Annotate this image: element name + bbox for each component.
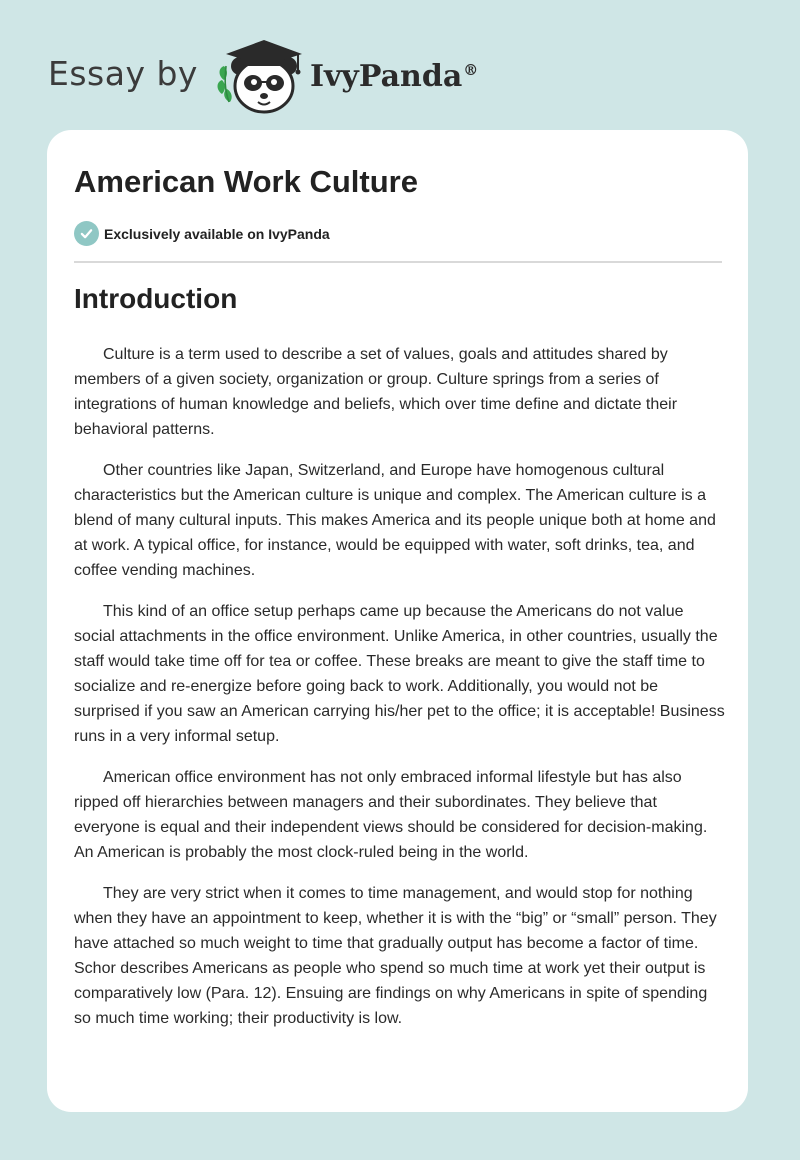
- paragraph: Other countries like Japan, Switzerland, and Europe have homogenous cultural characteristics but the American culture is unique and complex. The American culture is a blend of many cultural inputs. This makes America and its people unique both at home and at work. A typical office, for instance, would be equipped with water, soft drinks, tea, and coffee vending machines.: [74, 462, 716, 579]
- paragraph: This kind of an office setup perhaps came up because the Americans do not value social attachments in the office environment. Unlike America, in other countries, usually the staff would take time off for tea or coffee. These breaks are meant to give the staff time to socialize and re-energize before going back to work. Additionally, you would not be surprised if you saw an American carrying his/her pet to the office; it is acceptable! Business runs in a very informal setup.: [74, 603, 725, 745]
- divider: [74, 261, 722, 263]
- section-heading: Introduction: [74, 283, 238, 314]
- paragraph: American office environment has not only embraced informal lifestyle but has also ripped off hierarchies between managers and their subordinates. They believe that everyone is equal and their independent views should be considered for decision-making. An American is probably the most clock-ruled being in the world.: [74, 769, 708, 861]
- essay-card: [47, 130, 748, 1112]
- page-title: American Work Culture: [74, 164, 418, 199]
- paragraph: Culture is a term used to describe a set of values, goals and attitudes shared by members of a given society, organization or group. Culture springs from a series of integrations of human knowledge and beliefs, which over time define and dictate their behavioral patterns.: [74, 346, 678, 438]
- registered-mark: ®: [463, 60, 479, 79]
- essay-body: [74, 342, 726, 1047]
- brand-prefix: Essay by: [48, 53, 198, 93]
- paragraph: They are very strict when it comes to time management, and would stop for nothing when they have an appointment to keep, whether it is with the “big” or “small” person. They have attached so much weight to time that gradually output has become a factor of time. Schor describes Americans as people who spend so much time at work yet their output is comparatively low (Para. 12). Ensuing are findings on why Americans in spite of spending so much time working; their productivity is low.: [74, 885, 717, 1027]
- exclusive-label: Exclusively available on IvyPanda: [104, 225, 330, 242]
- exclusive-badge: [74, 221, 330, 246]
- panda-graduation-cap-icon: [214, 36, 310, 116]
- check-badge-icon: [74, 221, 99, 246]
- brand-name: IvyPanda®: [309, 58, 479, 94]
- brand-header: [48, 36, 478, 116]
